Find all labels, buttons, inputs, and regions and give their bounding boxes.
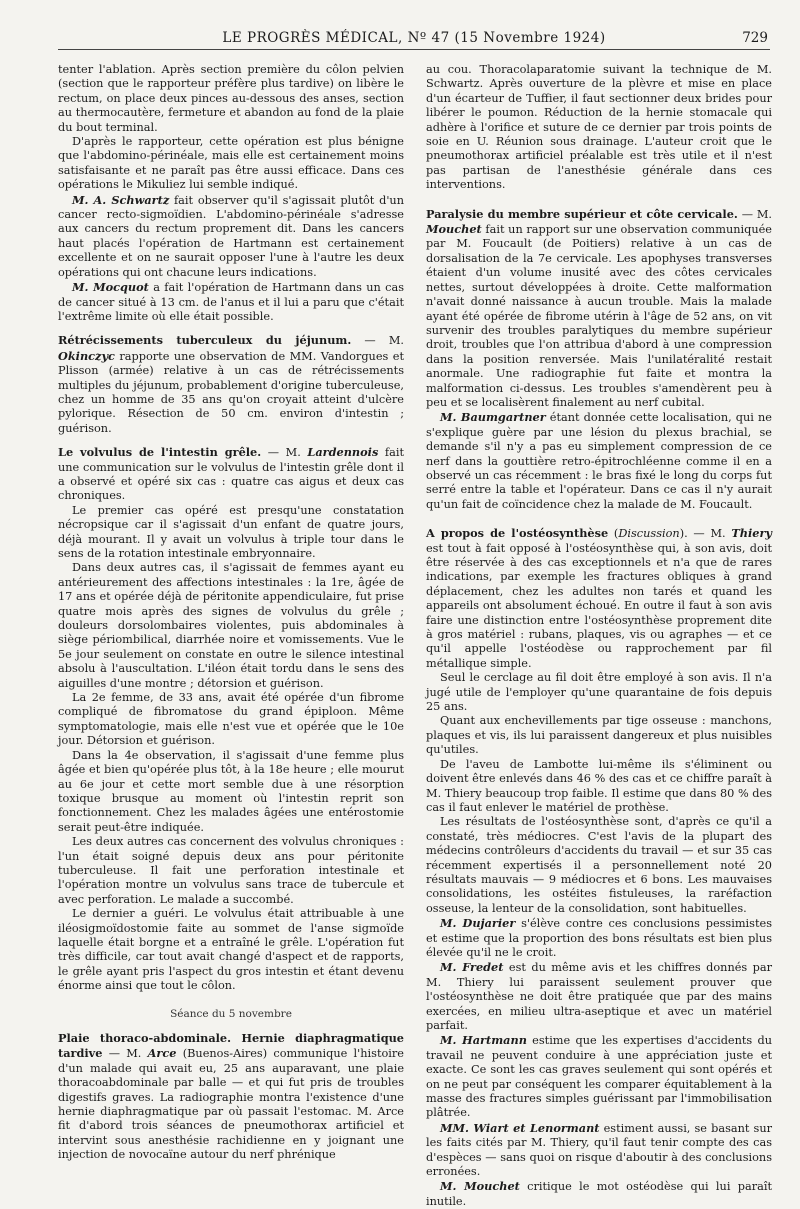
session-heading: Séance du 5 novembre bbox=[170, 1007, 292, 1020]
paragraph: Les résultats de l'ostéosynthèse sont, d'après ce qu'il a constaté, très médiocres. C'est l'avis de la plupart des médecins contrôleurs d'accidents du travail — et sur 35 cas récemment expertisés il a personnellement noté 20 résultats mauvais — 9 médiocres et 6 bons. Les mauvaises consolidations, les ostéites fistuleuses, la raréfaction osseuse, la lenteur de la consolidation, sont habituelles. bbox=[426, 815, 772, 915]
speaker-name: M. Mocquot bbox=[72, 280, 149, 295]
paragraph: M. Fredet est du même avis et les chiffres donnés par M. Thiery lui paraissent seulement prouver que l'ostéosynthèse ne doit être pratiquée que par des mains exercées, en milieu ultra-aseptique et avec un matériel parfait. bbox=[426, 960, 772, 1032]
paragraph: Le premier cas opéré est presqu'une constatation nécropsique car il s'agissait d'un enfant de quatre jours, déjà mourant. Il y avait un volvulus à triple tour dans le sens de la rotation intestinale embryonnaire. bbox=[58, 503, 404, 560]
paragraph: Seul le cerclage au fil doit être employé à son avis. Il n'a jugé utile de l'employer qu'une quarantaine de fois depuis 25 ans. bbox=[426, 671, 772, 714]
speaker-name: MM. Wiart et Lenormant bbox=[440, 1120, 600, 1135]
section-title: Le volvulus de l'intestin grêle. bbox=[58, 445, 262, 460]
paragraph: D'après le rapporteur, cette opération est plus bénigne que l'abdomino-périnéale, mais elle est certainement moins satisfaisante et ne paraît pas être aussi efficace. Dans ces opérations le Mikuliez lui semble indiqué. bbox=[58, 135, 404, 192]
speaker-name: M. Fredet bbox=[440, 960, 504, 975]
paragraph: M. Hartmann estime que les expertises d'accidents du travail ne peuvent conduire à une appréciation juste et exacte. Ce sont les cas graves seulement qui sont opérés et on ne peut par conséquent les comparer équitablement à la masse des fractures simples guérissant par l'immobilisation plâtrée. bbox=[426, 1033, 772, 1120]
paragraph: Dans la 4e observation, il s'agissait d'une femme plus âgée et bien qu'opérée plus tôt, à la 18e heure ; elle mourut au 6e jour et cette mort semble due à une résorption toxique brusque au moment où l'intestin reprit son fonctionnement. Chez les malades âgées une entérostomie serait peut-être indiquée. bbox=[58, 748, 404, 834]
paragraph: Quant aux enchevillements par tige osseuse : manchons, plaques et vis, ils lui paraissent dangereux et plus nuisibles qu'utiles. bbox=[426, 714, 772, 757]
paragraph: M. Baumgartner étant donnée cette localisation, qui ne s'explique guère par une lésion du plexus brachial, se demande s'il n'y a pas eu simplement compression de ce nerf dans la gouttière retro-épitrochléenne comme il en a observé un cas récemment : le bras fixé le long du corps fut serré entre la table et l'opérateur. Dans ce cas il n'y aurait qu'un fait de coïncidence chez la malade de M. Foucault. bbox=[426, 410, 772, 511]
speaker-name: Thiery bbox=[731, 526, 772, 541]
discussion-label: Discussion bbox=[618, 527, 680, 541]
section-title: Plaie thoraco-abdominale. Hernie diaphragmatique tardive bbox=[58, 1031, 404, 1061]
running-header bbox=[58, 30, 770, 48]
speaker-name: Okinczyc bbox=[58, 348, 115, 363]
paragraph: La 2e femme, de 33 ans, avait été opérée d'un fibrome compliqué de fibromatose du grand épiploon. Même symptomatologie, mais elle n'est vue et opérée que le 10e jour. Détorsion et guérison. bbox=[58, 691, 404, 748]
speaker-name: Mouchet bbox=[426, 222, 482, 237]
paragraph: M. Mouchet critique le mot ostéodèse qui lui paraît inutile. bbox=[426, 1179, 773, 1208]
speaker-name: M. Dujarier bbox=[440, 916, 516, 931]
paragraph: tenter l'ablation. Après section première du côlon pelvien (section que le rapporteur préfère plus tardive) on libère le rectum, on place deux pinces au-dessous des anses, section au thermocautère, fermeture et abandon au fond de la plaie du bout terminal. bbox=[58, 63, 404, 134]
section-paragraph: Rétrécissements tuberculeux du jéjunum. — M. Okinczyc rapporte une observation de MM. Vandorgues et Plisson (armée) relative à un cas de rétrécissements multiples du jéjunum, probablement d'origine tuberculeuse, chez un homme de 35 ans qu'on croyait atteint d'ulcère pylorique. Résection de 50 cm. environ d'intestin ; guérison. bbox=[58, 333, 404, 435]
section-title: Rétrécissements tuberculeux du jéjunum. bbox=[58, 333, 352, 348]
speaker-name: M. Baumgartner bbox=[440, 410, 546, 425]
right-column bbox=[426, 63, 772, 1209]
paragraph: Dans deux autres cas, il s'agissait de femmes ayant eu antérieurement des affections intestinales : la 1re, âgée de 17 ans et opérée déjà de péritonite appendiculaire, fut prise quatre mois après des signes de volvulus du grêle ; douleurs dorsolombaires violentes, puis abdominales à siège périombilical, diarrhée noire et vomissements. Vue le 5e jour seulement on constate en outre le silence intestinal absolu à l'auscultation. L'iléon était tordu dans le sens des aiguilles d'une montre ; détorsion et guérison. bbox=[58, 561, 404, 690]
paragraph: M. Mocquot a fait l'opération de Hartmann dans un cas de cancer situé à 13 cm. de l'anus et il lui a paru que c'était l'extrême limite où elle était possible. bbox=[58, 280, 404, 323]
speaker-name: M. Mouchet bbox=[440, 1179, 520, 1194]
header-rule bbox=[58, 49, 770, 50]
section-title: Paralysie du membre supérieur et côte cervicale. bbox=[426, 206, 738, 221]
running-title: LE PROGRÈS MÉDICAL, Nº 47 (15 Novembre 1924) bbox=[222, 30, 606, 46]
paragraph: MM. Wiart et Lenormant estiment aussi, se basant sur les faits cités par M. Thiery, qu'il faut tenir compte des cas d'espèces — sans quoi on risque d'aboutir à des conclusions erronées. bbox=[426, 1120, 772, 1179]
paragraph: M. Dujarier s'élève contre ces conclusions pessimistes et estime que la proportion des bons résultats est bien plus élevée qu'il ne le croit. bbox=[426, 916, 772, 959]
paragraph: au cou. Thoracolaparatomie suivant la technique de M. Schwartz. Après ouverture de la plèvre et mise en place d'un écarteur de Tuffier, il faut sectionner deux brides pour libérer le poumon. Réduction de la hernie stomacale qui adhère à l'orifice et suture de ce dernier par trois points de soie en U. Réunion sous drainage. L'auteur croit que le pneumothorax artificiel préalable est très utile et il n'est pas partisan de l'anesthésie générale dans ces interventions. bbox=[426, 63, 772, 192]
paragraph: M. A. Schwartz fait observer qu'il s'agissait plutôt d'un cancer recto-sigmoïdien. L'abdomino-périnéale s'adresse aux cancers du rectum proprement dit. Dans les cancers haut placés l'opération de Hartmann est certainement excellente et on ne saurait opposer l'une à l'autre les deux opérations qui ont chacune leurs indications. bbox=[58, 192, 404, 279]
paragraph: De l'aveu de Lambotte lui-même ils s'éliminent ou doivent être enlevés dans 46 % des cas et ce chiffre paraît à M. Thiery beaucoup trop faible. Il estime que dans 80 % des cas il faut enlever le matériel de prothèse. bbox=[426, 757, 772, 814]
speaker-name: Lardennois bbox=[307, 445, 379, 460]
section-title: A propos de l'ostéosynthèse bbox=[426, 526, 609, 541]
page-number: 729 bbox=[742, 30, 768, 46]
section-paragraph: Paralysie du membre supérieur et côte cervicale. — M. Mouchet fait un rapport sur une observation communiquée par M. Foucault (de Poitiers) relative à un cas de dorsalisation de la 7e cervicale. Les apophyses transverses étaient d'un volume inusité avec des côtes cervicales nettes, surtout développées à droite. Cette malformation n'avait donné naissance à aucun trouble. Mais la malade ayant été opérée de fibrome utérin à l'âge de 52 ans, on vit survenir des troubles paralytiques du membre supérieur droit, troubles que l'on attribua d'abord à une compression dans la position renversée. Mais l'unilatéralité restait anormale. Une radiographie fut faite et montra la malformation ci-dessus. Les troubles s'amendèrent peu à peu et se localisèrent finalement au nerf cubital. bbox=[426, 206, 772, 409]
section-paragraph: Plaie thoraco-abdominale. Hernie diaphragmatique tardive — M. Arce (Buenos-Aires) communique l'histoire d'un malade qui avait eu, 25 ans auparavant, une plaie thoracoabdominale par balle — et qui fut pris de troubles digestifs graves. La radiographie montra l'existence d'une hernie diaphragmatique par où passait l'estomac. M. Arce fit d'abord trois séances de pneumothorax artificiel et intervint sous anesthésie rachidienne en y joignant une injection de novocaïne autour du nerf phrénique bbox=[58, 1031, 404, 1162]
section-paragraph: A propos de l'ostéosynthèse (Discussion). — M. Thiery est tout à fait opposé à l'ostéosynthèse qui, à son avis, doit être réservée à des cas exceptionnels et n'a que de rares indications, par exemple les fractures obliques à grand déplacement, chez les adultes non tarés et quand les appareils ont absolument échoué. En outre il faut à son avis faire une distinction entre l'ostéosynthèse proprement dite à gros matériel : rubans, plaques, vis ou agraphes — et ce qu'il appelle l'ostéodèse ou rapprochement par fil métallique simple. bbox=[426, 526, 772, 670]
speaker-name: M. A. Schwartz bbox=[72, 192, 170, 207]
section-paragraph: Le volvulus de l'intestin grêle. — M. Lardennois fait une communication sur le volvulus de l'intestin grêle dont il a observé et opéré six cas : quatre cas aigus et deux cas chroniques. bbox=[58, 445, 404, 503]
paragraph: Le dernier a guéri. Le volvulus était attribuable à une iléosigmoïdostomie faite au sommet de l'anse sigmoïde laquelle était borgne et a entraîné le grêle. L'opération fut très difficile, car tout avait changé d'aspect et de rapports, le grêle ayant pris l'aspect du gros intestin et étant devenu énorme ainsi que tout le côlon. bbox=[58, 907, 404, 993]
left-column bbox=[58, 63, 404, 1163]
speaker-name: Arce bbox=[147, 1046, 177, 1061]
paragraph: Les deux autres cas concernent des volvulus chroniques : l'un était soigné depuis deux ans pour péritonite tuberculeuse. Il fait une perforation intestinale et l'opération montre un volvulus sans trace de tubercule et avec perforation. Le malade a succombé. bbox=[58, 835, 404, 906]
speaker-name: M. Hartmann bbox=[440, 1033, 527, 1048]
